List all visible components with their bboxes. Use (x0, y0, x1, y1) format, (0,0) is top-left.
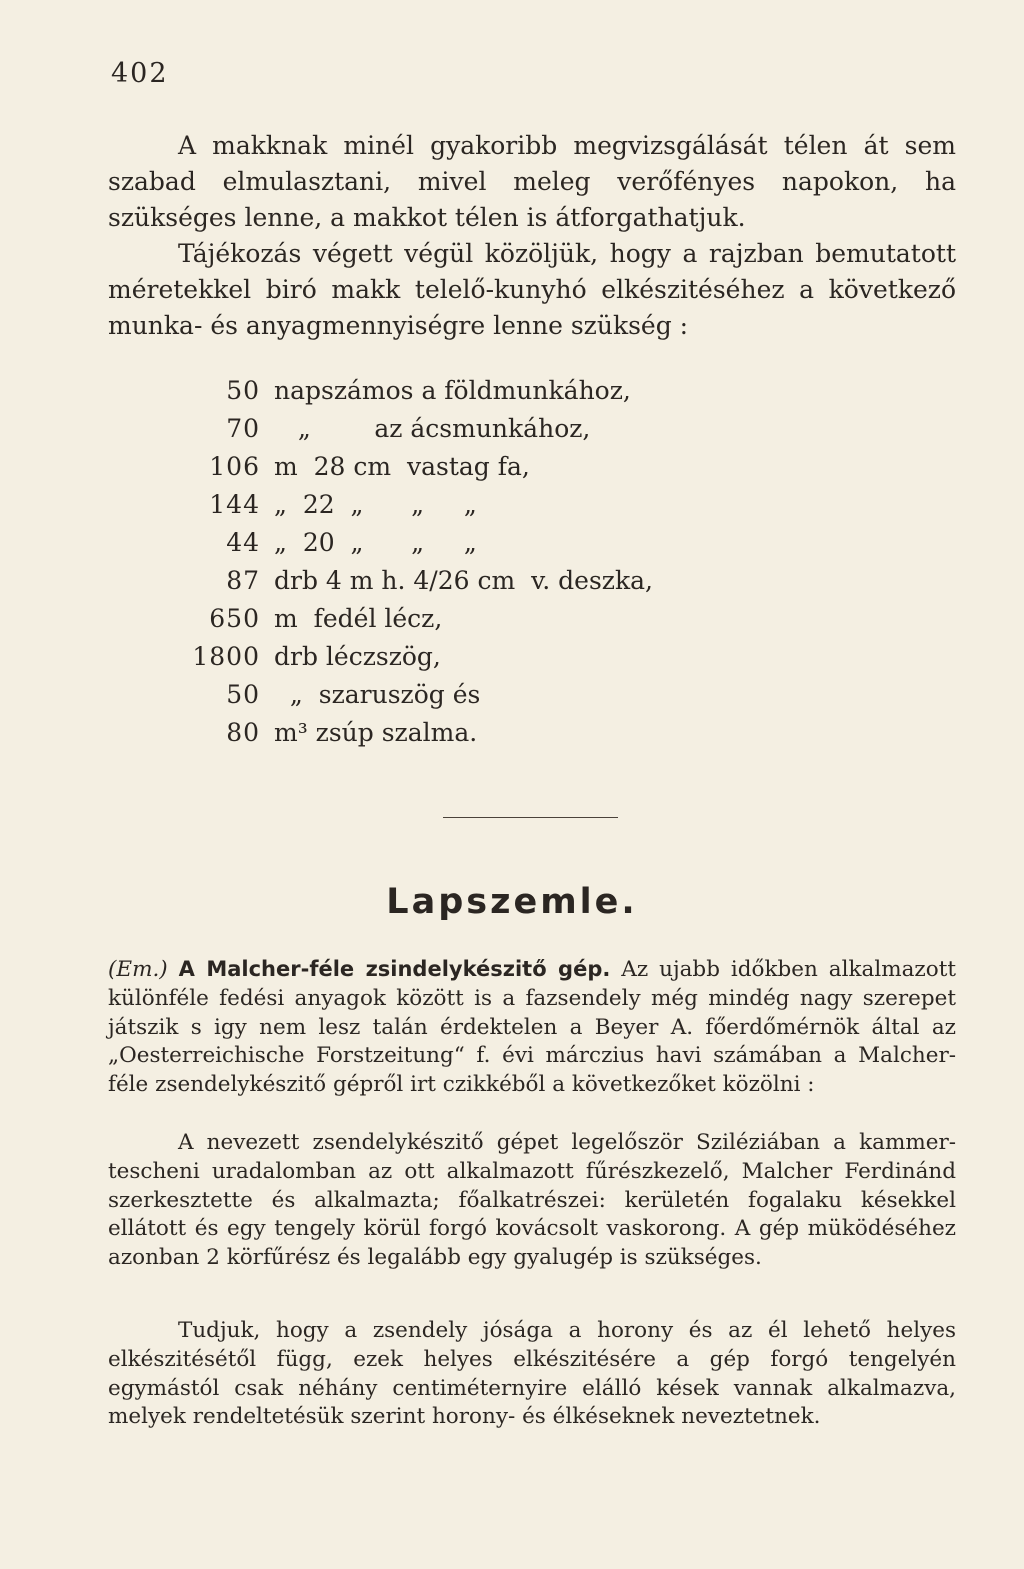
materials-row (160, 448, 653, 486)
item-text: drb 4 m h. 4/26 cm v. deszka, (274, 566, 653, 595)
quantity: 70 (226, 414, 260, 443)
quantity: 50 (226, 376, 260, 405)
item-text: napszámos a földmunkához, (274, 376, 631, 405)
materials-row (160, 676, 653, 714)
item-text: „ 22 „ „ „ (274, 490, 477, 519)
quantity: 50 (226, 680, 260, 709)
materials-row (160, 638, 653, 676)
materials-row (160, 714, 653, 752)
review-paragraph-knives: Tudjuk, hogy a zsendely jósága a horony és az él lehető helyes elkészitésétől függ, ezek helyes elkészitésére a gép forgó tengelyén egymástól csak néhány centiméternyire eláll​ó kések vannak alkalmazva, melyek rendeltetésük szerint horony- és élkéseknek neveztetnek. (108, 1318, 956, 1430)
item-text: drb léczszög, (274, 642, 441, 671)
materials-row (160, 524, 653, 562)
quantity: 80 (226, 718, 260, 747)
review-paragraph-machine: A nevezett zsendelykészitő gépet legelőször Sziléziában a kammer-tescheni uradalomban az ott alkalmazott fűrészkezelő, Malcher Ferdinánd szerkesztette és alkalmazta; főalkatrészei: kerületén fogalaku késekkel ellátott és egy tengely körül forgó kovácsolt vaskorong. A gép müködéséhez azonban 2 körfűrész és legalább egy gyalugép is szükséges. (108, 1130, 956, 1271)
quantity: 144 (209, 490, 260, 519)
materials-row (160, 486, 653, 524)
materials-row (160, 372, 653, 410)
item-text: „ szaruszög és (274, 680, 481, 709)
item-text: m fedél lécz, (274, 604, 443, 633)
item-text: m 28 cm vastag fa, (274, 452, 530, 481)
materials-list (160, 372, 653, 752)
materials-row (160, 600, 653, 638)
page-number: 402 (111, 58, 169, 89)
item-text: „ 20 „ „ „ (274, 528, 477, 557)
quantity: 106 (209, 452, 260, 481)
paragraph-makk-inspection: A makknak minél gyakoribb megvizsgálását télen át sem szabad elmulasztani, mivel meleg verőfényes napokon, ha szükséges lenne, a makkot télen is átforgathatjuk. (108, 131, 956, 232)
author-tag: (Em.) (108, 957, 168, 982)
quantity: 650 (209, 604, 260, 633)
quantity: 44 (226, 528, 260, 557)
review-paragraph-intro (108, 955, 956, 1100)
materials-row (160, 562, 653, 600)
article-title: A Malcher-féle zsindelykészitő gép. (178, 957, 611, 981)
review-intro-text: Az ujabb időkben alkalmazott különféle fedési anyagok között is a fazsendely még mindég nagy szerepet játszik s igy nem lesz talán érdektelen a Beyer A. főerdőmérnök által az „Oesterreichische Forstzeitung“ f. évi márczius havi számában a Malcher-féle zsendelykészitő gépről irt czikkéből a következőket közölni : (108, 957, 956, 1098)
quantity: 1800 (192, 642, 260, 671)
section-divider (443, 817, 618, 818)
item-text: „ az ácsmunkához, (274, 414, 591, 443)
item-text: m³ zsúp szalma. (274, 718, 478, 747)
quantity: 87 (226, 566, 260, 595)
materials-row (160, 410, 653, 448)
paragraph-hut-materials-intro: Tájékozás végett végül közöljük, hogy a rajzban bemutatott méretekkel biró makk telelő-kunyhó elkészitéséhez a következő munka- és anyagmennyiségre lenne szükség : (108, 239, 956, 340)
section-heading: Lapszemle. (386, 882, 638, 922)
